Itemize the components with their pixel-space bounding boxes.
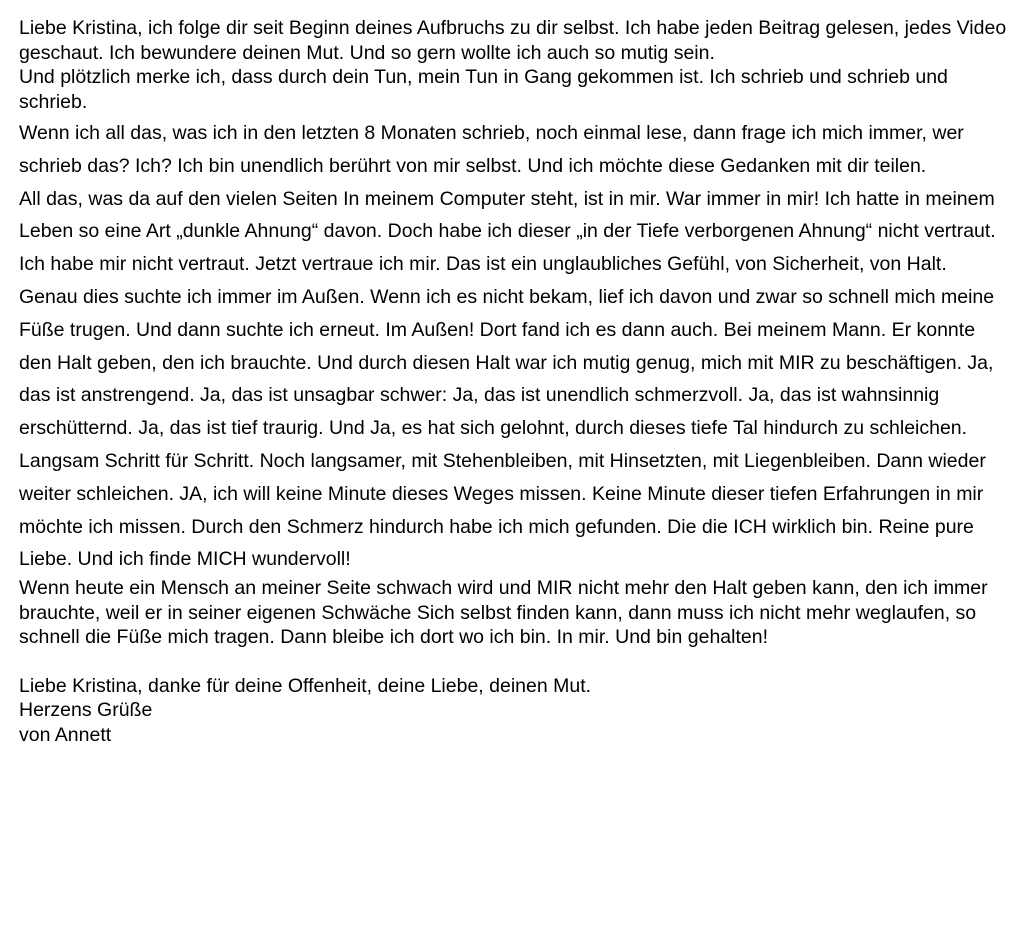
- closing-thanks: Liebe Kristina, danke für deine Offenheit, deine Liebe, deinen Mut.: [19, 674, 592, 697]
- paragraph-intro: Liebe Kristina, ich folge dir seit Beginn deines Aufbruchs zu dir selbst. Ich habe jeden Beitrag gelesen, jedes Video geschaut. Ich bewundere deinen Mut. Und so gern wollte ich auch so mutig sein.: [19, 17, 1007, 64]
- paragraph-today: Wenn heute ein Mensch an meiner Seite schwach wird und MIR nicht mehr den Halt geben kann, den ich immer brauchte, weil er in seiner eigenen Schwäche Sich selbst finden kann, dann muss ich nicht mehr weglaufen, so schnell die Füße mich tragen. Dann bleibe ich dort wo ich bin. In mir. Und bin gehalten!: [19, 577, 988, 649]
- closing-signature: von Annett: [19, 723, 112, 746]
- letter-body: [19, 16, 1009, 747]
- paragraph-spacer: [19, 650, 1009, 674]
- paragraph-journey: All das, was da auf den vielen Seiten In meinem Computer steht, ist in mir. War immer in mir! Ich hatte in meinem Leben so eine Art „dunkle Ahnung“ davon. Doch habe ich dieser „in der Tiefe verborgenen Ahnung“ nicht vertraut. Ich habe mir nicht vertraut. Jetzt vertraue ich mir. Das ist ein unglaubliches Gefühl, von Sicherheit, von Halt. Genau dies suchte ich immer im Außen. Wenn ich es nicht bekam, lief ich davon und zwar so schnell mich meine Füße trugen. Und dann suchte ich erneut. Im Außen! Dort fand ich es dann auch. Bei meinem Mann. Er konnte den Halt geben, den ich brauchte. Und durch diesen Halt war ich mutig genug, mich mit MIR zu beschäftigen. Ja, das ist anstrengend. Ja, das ist unsagbar schwer: Ja, das ist unendlich schmerzvoll. Ja, das ist wahnsinnig erschütternd. Ja, das ist tief traurig. Und Ja, es hat sich gelohnt, durch dieses tiefe Tal hindurch zu schleichen. Langsam Schritt für Schritt. Noch langsamer, mit Stehenbleiben, mit Hinsetzten, mit Liegenbleiben. Dann wieder weiter schleichen. JA, ich will keine Minute dieses Weges missen. Keine Minute dieser tiefen Erfahrungen in mir möchte ich missen. Durch den Schmerz hindurch habe ich mich gefunden. Die die ICH wirklich bin. Reine pure Liebe. Und ich finde MICH wundervoll!: [19, 187, 996, 571]
- paragraph-writing: Und plötzlich merke ich, dass durch dein Tun, mein Tun in Gang gekommen ist. Ich schrieb und schrieb und schrieb.: [19, 66, 948, 113]
- paragraph-reflection: Wenn ich all das, was ich in den letzten 8 Monaten schrieb, noch einmal lese, dann frage ich mich immer, wer schrieb das? Ich? Ich bin unendlich berührt von mir selbst. Und ich möchte diese Gedanken mit dir teilen.: [19, 122, 964, 177]
- closing-greeting: Herzens Grüße: [19, 699, 153, 722]
